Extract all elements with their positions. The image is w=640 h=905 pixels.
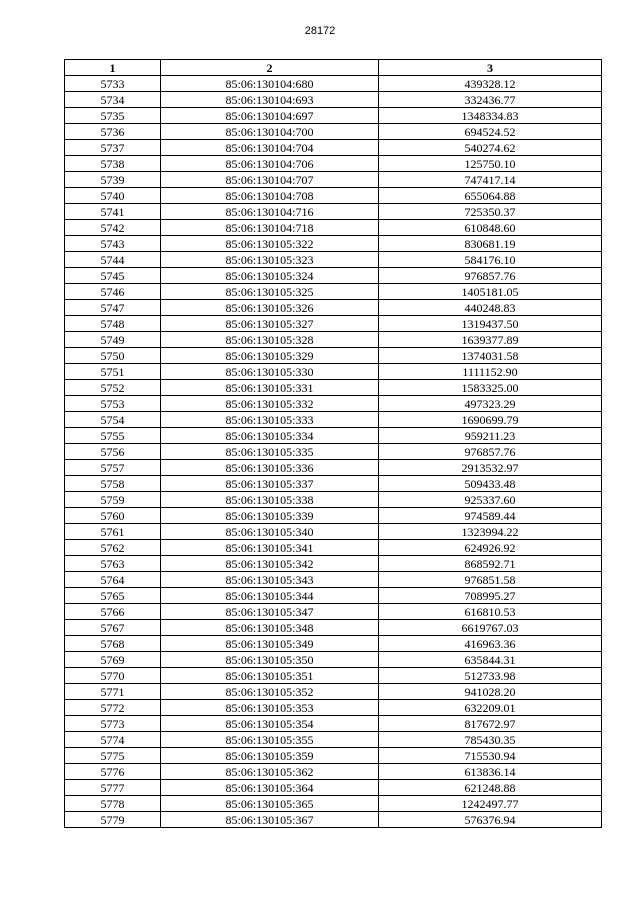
value-cell: 1583325.00: [379, 380, 602, 396]
value-cell: 715530.94: [379, 748, 602, 764]
row-number-cell: 5769: [65, 652, 161, 668]
cadastral-number-cell: 85:06:130105:323: [161, 252, 379, 268]
row-number-cell: 5763: [65, 556, 161, 572]
cadastral-number-cell: 85:06:130105:355: [161, 732, 379, 748]
cadastral-number-cell: 85:06:130105:364: [161, 780, 379, 796]
table-row: [65, 300, 602, 316]
cadastral-number-cell: 85:06:130104:707: [161, 172, 379, 188]
cadastral-number-cell: 85:06:130104:680: [161, 76, 379, 92]
value-cell: 976857.76: [379, 268, 602, 284]
cadastral-number-cell: 85:06:130105:328: [161, 332, 379, 348]
table-row: [65, 204, 602, 220]
cadastral-number-cell: 85:06:130105:362: [161, 764, 379, 780]
value-cell: 621248.88: [379, 780, 602, 796]
table-row: [65, 716, 602, 732]
table-row: [65, 684, 602, 700]
value-cell: 1374031.58: [379, 348, 602, 364]
cadastral-number-cell: 85:06:130105:332: [161, 396, 379, 412]
cadastral-number-cell: 85:06:130105:365: [161, 796, 379, 812]
cadastral-number-cell: 85:06:130105:335: [161, 444, 379, 460]
table-row: [65, 540, 602, 556]
table-row: [65, 76, 602, 92]
row-number-cell: 5736: [65, 124, 161, 140]
table-row: [65, 508, 602, 524]
cadastral-number-cell: 85:06:130105:352: [161, 684, 379, 700]
row-number-cell: 5774: [65, 732, 161, 748]
cadastral-number-cell: 85:06:130105:334: [161, 428, 379, 444]
value-cell: 1348334.83: [379, 108, 602, 124]
value-cell: 416963.36: [379, 636, 602, 652]
value-cell: 2913532.97: [379, 460, 602, 476]
table-row: [65, 604, 602, 620]
table-row: [65, 380, 602, 396]
cadastral-number-cell: 85:06:130104:700: [161, 124, 379, 140]
value-cell: 1111152.90: [379, 364, 602, 380]
cadastral-number-cell: 85:06:130104:718: [161, 220, 379, 236]
row-number-cell: 5768: [65, 636, 161, 652]
cadastral-number-cell: 85:06:130104:693: [161, 92, 379, 108]
cadastral-number-cell: 85:06:130105:337: [161, 476, 379, 492]
row-number-cell: 5772: [65, 700, 161, 716]
row-number-cell: 5743: [65, 236, 161, 252]
value-cell: 613836.14: [379, 764, 602, 780]
column-header-1: 1: [65, 60, 161, 76]
table-row: [65, 492, 602, 508]
row-number-cell: 5757: [65, 460, 161, 476]
row-number-cell: 5742: [65, 220, 161, 236]
cadastral-number-cell: 85:06:130105:359: [161, 748, 379, 764]
row-number-cell: 5733: [65, 76, 161, 92]
table-row: [65, 588, 602, 604]
row-number-cell: 5744: [65, 252, 161, 268]
row-number-cell: 5771: [65, 684, 161, 700]
value-cell: 725350.37: [379, 204, 602, 220]
row-number-cell: 5770: [65, 668, 161, 684]
table-body: [65, 76, 602, 828]
row-number-cell: 5777: [65, 780, 161, 796]
cadastral-number-cell: 85:06:130105:322: [161, 236, 379, 252]
table-row: [65, 108, 602, 124]
table-row: [65, 156, 602, 172]
row-number-cell: 5753: [65, 396, 161, 412]
table-row: [65, 524, 602, 540]
value-cell: 655064.88: [379, 188, 602, 204]
table-row: [65, 124, 602, 140]
cadastral-number-cell: 85:06:130105:367: [161, 812, 379, 828]
table-row: [65, 796, 602, 812]
cadastral-number-cell: 85:06:130105:339: [161, 508, 379, 524]
table-row: [65, 636, 602, 652]
table-row: [65, 780, 602, 796]
value-cell: 868592.71: [379, 556, 602, 572]
table-row: [65, 332, 602, 348]
cadastral-number-cell: 85:06:130104:708: [161, 188, 379, 204]
row-number-cell: 5745: [65, 268, 161, 284]
row-number-cell: 5761: [65, 524, 161, 540]
row-number-cell: 5751: [65, 364, 161, 380]
cadastral-number-cell: 85:06:130104:706: [161, 156, 379, 172]
value-cell: 959211.23: [379, 428, 602, 444]
cadastral-number-cell: 85:06:130105:330: [161, 364, 379, 380]
table-row: [65, 812, 602, 828]
cadastral-number-cell: 85:06:130105:326: [161, 300, 379, 316]
value-cell: 976857.76: [379, 444, 602, 460]
value-cell: 610848.60: [379, 220, 602, 236]
row-number-cell: 5766: [65, 604, 161, 620]
table-header: [65, 60, 602, 76]
table-row: [65, 348, 602, 364]
row-number-cell: 5749: [65, 332, 161, 348]
value-cell: 540274.62: [379, 140, 602, 156]
table-row: [65, 460, 602, 476]
row-number-cell: 5765: [65, 588, 161, 604]
cadastral-number-cell: 85:06:130105:331: [161, 380, 379, 396]
cadastral-number-cell: 85:06:130104:716: [161, 204, 379, 220]
value-cell: 925337.60: [379, 492, 602, 508]
value-cell: 976851.58: [379, 572, 602, 588]
table-row: [65, 444, 602, 460]
value-cell: 512733.98: [379, 668, 602, 684]
table-row: [65, 92, 602, 108]
row-number-cell: 5759: [65, 492, 161, 508]
value-cell: 1639377.89: [379, 332, 602, 348]
row-number-cell: 5752: [65, 380, 161, 396]
value-cell: 635844.31: [379, 652, 602, 668]
value-cell: 1242497.77: [379, 796, 602, 812]
cadastral-number-cell: 85:06:130105:333: [161, 412, 379, 428]
cadastral-number-cell: 85:06:130105:344: [161, 588, 379, 604]
cadastral-number-cell: 85:06:130105:353: [161, 700, 379, 716]
cadastral-number-cell: 85:06:130105:347: [161, 604, 379, 620]
row-number-cell: 5778: [65, 796, 161, 812]
page-number: 28172: [304, 25, 336, 37]
header-row: [65, 60, 602, 76]
row-number-cell: 5738: [65, 156, 161, 172]
value-cell: 694524.52: [379, 124, 602, 140]
table-row: [65, 412, 602, 428]
row-number-cell: 5779: [65, 812, 161, 828]
row-number-cell: 5740: [65, 188, 161, 204]
value-cell: 576376.94: [379, 812, 602, 828]
table-row: [65, 284, 602, 300]
row-number-cell: 5762: [65, 540, 161, 556]
cadastral-number-cell: 85:06:130104:704: [161, 140, 379, 156]
row-number-cell: 5737: [65, 140, 161, 156]
column-header-3: 3: [379, 60, 602, 76]
value-cell: 941028.20: [379, 684, 602, 700]
cadastral-number-cell: 85:06:130105:325: [161, 284, 379, 300]
cadastral-number-cell: 85:06:130105:327: [161, 316, 379, 332]
cadastral-number-cell: 85:06:130105:342: [161, 556, 379, 572]
value-cell: 440248.83: [379, 300, 602, 316]
row-number-cell: 5734: [65, 92, 161, 108]
table-row: [65, 188, 602, 204]
row-number-cell: 5739: [65, 172, 161, 188]
value-cell: 974589.44: [379, 508, 602, 524]
cadastral-number-cell: 85:06:130105:338: [161, 492, 379, 508]
table-row: [65, 572, 602, 588]
data-table: [64, 59, 602, 828]
cadastral-number-cell: 85:06:130105:349: [161, 636, 379, 652]
cadastral-number-cell: 85:06:130104:697: [161, 108, 379, 124]
row-number-cell: 5750: [65, 348, 161, 364]
row-number-cell: 5741: [65, 204, 161, 220]
value-cell: 830681.19: [379, 236, 602, 252]
table-row: [65, 764, 602, 780]
table-row: [65, 140, 602, 156]
table-row: [65, 220, 602, 236]
table-row: [65, 316, 602, 332]
row-number-cell: 5767: [65, 620, 161, 636]
row-number-cell: 5748: [65, 316, 161, 332]
table-row: [65, 556, 602, 572]
table-row: [65, 172, 602, 188]
value-cell: 1323994.22: [379, 524, 602, 540]
value-cell: 584176.10: [379, 252, 602, 268]
table-row: [65, 396, 602, 412]
value-cell: 632209.01: [379, 700, 602, 716]
cadastral-number-cell: 85:06:130105:348: [161, 620, 379, 636]
row-number-cell: 5755: [65, 428, 161, 444]
value-cell: 785430.35: [379, 732, 602, 748]
row-number-cell: 5756: [65, 444, 161, 460]
value-cell: 817672.97: [379, 716, 602, 732]
value-cell: 616810.53: [379, 604, 602, 620]
table-row: [65, 364, 602, 380]
value-cell: 1319437.50: [379, 316, 602, 332]
value-cell: 332436.77: [379, 92, 602, 108]
cadastral-number-cell: 85:06:130105:351: [161, 668, 379, 684]
cadastral-number-cell: 85:06:130105:324: [161, 268, 379, 284]
row-number-cell: 5773: [65, 716, 161, 732]
column-header-2: 2: [161, 60, 379, 76]
table-row: [65, 268, 602, 284]
cadastral-number-cell: 85:06:130105:354: [161, 716, 379, 732]
row-number-cell: 5776: [65, 764, 161, 780]
value-cell: 747417.14: [379, 172, 602, 188]
table-row: [65, 476, 602, 492]
table-row: [65, 252, 602, 268]
value-cell: 624926.92: [379, 540, 602, 556]
row-number-cell: 5746: [65, 284, 161, 300]
row-number-cell: 5735: [65, 108, 161, 124]
row-number-cell: 5775: [65, 748, 161, 764]
row-number-cell: 5764: [65, 572, 161, 588]
value-cell: 439328.12: [379, 76, 602, 92]
table-row: [65, 652, 602, 668]
value-cell: 6619767.03: [379, 620, 602, 636]
cadastral-number-cell: 85:06:130105:350: [161, 652, 379, 668]
table-row: [65, 428, 602, 444]
row-number-cell: 5754: [65, 412, 161, 428]
value-cell: 509433.48: [379, 476, 602, 492]
row-number-cell: 5758: [65, 476, 161, 492]
value-cell: 1405181.05: [379, 284, 602, 300]
row-number-cell: 5747: [65, 300, 161, 316]
table-row: [65, 236, 602, 252]
cadastral-number-cell: 85:06:130105:343: [161, 572, 379, 588]
cadastral-number-cell: 85:06:130105:340: [161, 524, 379, 540]
value-cell: 1690699.79: [379, 412, 602, 428]
cadastral-number-cell: 85:06:130105:336: [161, 460, 379, 476]
table-row: [65, 748, 602, 764]
value-cell: 125750.10: [379, 156, 602, 172]
value-cell: 497323.29: [379, 396, 602, 412]
table-row: [65, 700, 602, 716]
table-row: [65, 620, 602, 636]
table-row: [65, 732, 602, 748]
cadastral-number-cell: 85:06:130105:329: [161, 348, 379, 364]
table-row: [65, 668, 602, 684]
cadastral-number-cell: 85:06:130105:341: [161, 540, 379, 556]
value-cell: 708995.27: [379, 588, 602, 604]
row-number-cell: 5760: [65, 508, 161, 524]
